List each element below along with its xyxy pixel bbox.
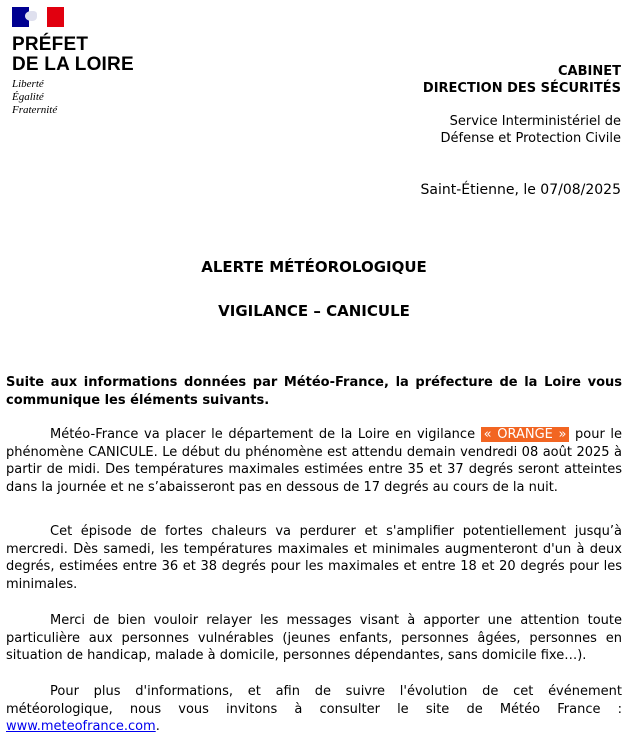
vigilance-title: VIGILANCE – CANICULE [218,302,410,320]
paragraph-info [6,683,622,736]
motto-liberte: Liberté [12,78,44,90]
p1-text-before: Météo-France va placer le département de la Loire en vigilance [50,427,481,442]
cabinet-line-1: CABINET [558,64,621,79]
paragraph-vigilance [6,426,622,496]
service-block [441,113,621,147]
motto-fraternite: Fraternité [12,104,58,116]
service-line-1: Service Interministériel de [449,114,621,129]
dateline: Saint-Étienne, le 07/08/2025 [420,182,621,198]
meteofrance-link[interactable]: www.meteofrance.com [6,719,156,734]
paragraph-episode [6,523,622,593]
p3-text: Merci de bien vouloir relayer les messages visant à apporter une attention toute particulière aux personnes vulnérables (jeunes enfants, personnes âgées, personnes en situation de handicap, malade à domicile, personnes dépendantes, sans domicile fixe…). [6,613,622,663]
p4-text-after: . [155,719,160,734]
marianne-flag-logo [12,7,64,27]
orange-vigilance-badge: « ORANGE » [481,427,570,442]
motto-egalite: Égalité [12,91,44,103]
republic-motto [12,78,57,117]
p1-text-after: pour le phénomène CANICULE. Le début du phénomène est attendu demain vendredi 08 août 2025 à partir de midi. Des températures maximales estimées entre 35 et 37 degrés seront atteintes dans la journée et ne s’abaisseront pas en dessous de 17 degrés au cours de la nuit. [6,427,622,495]
cabinet-line-2: DIRECTION DES SÉCURITÉS [422,81,621,96]
prefet-title [12,35,134,75]
alert-title: ALERTE MÉTÉOROLOGIQUE [201,258,427,276]
paragraph-vulnerable [6,612,622,665]
prefet-line-2: DE LA LOIRE [12,54,134,75]
flag-red-band [47,7,64,27]
service-line-2: Défense et Protection Civile [440,131,621,146]
flag-white-band [29,7,46,27]
p2-text: Cet épisode de fortes chaleurs va perdurer et s'amplifier potentiellement jusqu’à mercredi. Dès samedi, les températures maximales et minimales augmenteront d'un à deux degrés, estimées entre 36 et 38 degrés pour les maximales et entre 18 et 20 degrés pour les minimales. [6,524,622,592]
intro-paragraph: Suite aux informations données par Météo-France, la préfecture de la Loire vous communique les éléments suivants. [6,375,622,408]
p4-text-before: Pour plus d'informations, et afin de suivre l'évolution de cet événement météorologique, nous vous invitons à consulter le site de Météo France : [6,684,622,717]
cabinet-block [423,63,621,97]
prefet-line-1: PRÉFET [12,34,89,55]
